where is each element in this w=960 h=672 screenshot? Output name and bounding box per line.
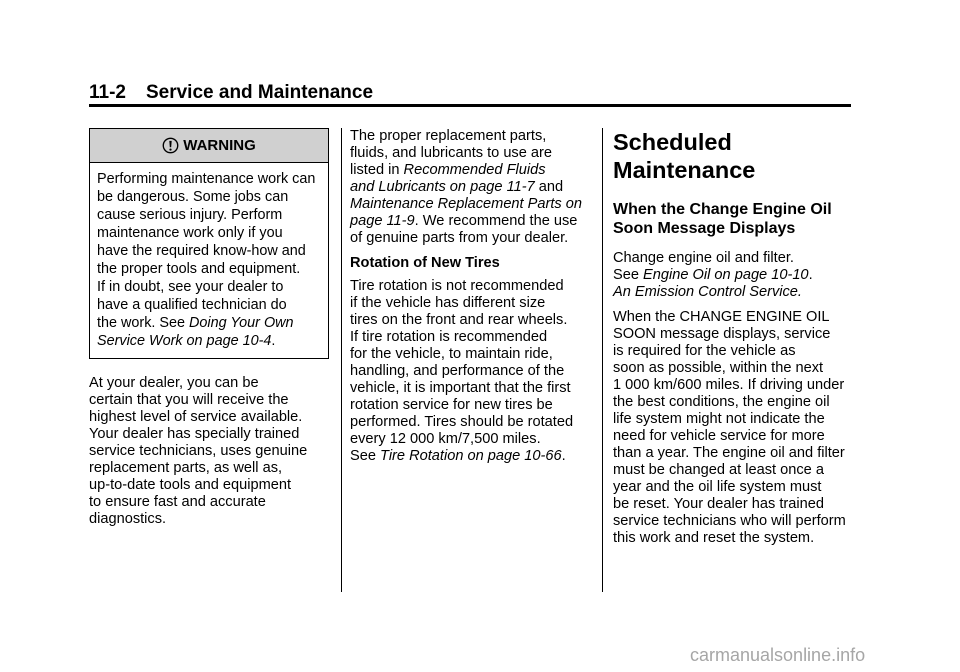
text-line: rotation service for new tires be xyxy=(350,397,553,413)
subheading-tire-rotation: Rotation of New Tires xyxy=(350,255,500,271)
text-line: soon as possible, within the next xyxy=(613,360,824,376)
cross-reference[interactable]: An Emission Control Service. xyxy=(613,284,802,300)
text-span: . We recommend the use xyxy=(414,213,578,229)
text-line: if the vehicle has different size xyxy=(350,295,546,311)
page-header xyxy=(89,80,851,104)
text-line xyxy=(350,213,590,230)
text-line: have the required know-how and xyxy=(97,243,306,259)
header-rule xyxy=(89,104,851,107)
warning-header xyxy=(90,129,328,163)
cross-reference[interactable]: and Lubricants on page 11-7 xyxy=(350,179,535,195)
text-line: every 12 000 km/7,500 miles. xyxy=(350,431,541,447)
text-line: diagnostics. xyxy=(89,511,167,527)
text-line: When the CHANGE ENGINE OIL xyxy=(613,309,830,325)
text-line: have a qualified technician do xyxy=(97,297,287,313)
text-span: . xyxy=(561,448,566,464)
column-divider-2 xyxy=(602,128,603,592)
text-line: the best conditions, the engine oil xyxy=(613,394,830,410)
page-number: 11-2 xyxy=(89,82,126,103)
text-line: life system might not indicate the xyxy=(613,411,825,427)
cross-reference[interactable]: Tire Rotation on page 10-66 xyxy=(380,448,562,464)
text-span: . xyxy=(808,267,813,283)
text-line xyxy=(613,284,858,301)
text-line: of genuine parts from your dealer. xyxy=(350,230,569,246)
subsection-heading xyxy=(613,200,858,238)
text-span: . xyxy=(271,333,276,349)
text-line: must be changed at least once a xyxy=(613,462,824,478)
text-line xyxy=(350,448,590,465)
text-line: If in doubt, see your dealer to xyxy=(97,279,284,295)
column-1 xyxy=(89,128,329,528)
text-line: SOON message displays, service xyxy=(613,326,831,342)
text-line xyxy=(97,314,323,332)
tire-rotation-paragraph xyxy=(350,278,590,465)
text-span: See xyxy=(350,448,381,464)
text-line: At your dealer, you can be xyxy=(89,375,259,391)
heading-line: Soon Message Displays xyxy=(613,220,796,237)
text-line xyxy=(350,179,590,196)
text-line: for the vehicle, to maintain ride, xyxy=(350,346,553,362)
text-line: up-to-date tools and equipment xyxy=(89,477,292,493)
warning-label: WARNING xyxy=(183,137,256,154)
heading-line: Maintenance xyxy=(613,157,756,183)
text-line xyxy=(350,162,590,179)
text-span: listed in xyxy=(350,162,404,178)
text-line: year and the oil life system must xyxy=(613,479,822,495)
cross-reference[interactable]: Engine Oil on page 10-10 xyxy=(643,267,809,283)
text-line: service technicians who will perform xyxy=(613,513,846,529)
column-3 xyxy=(613,128,858,547)
text-line: Your dealer has specially trained xyxy=(89,426,300,442)
text-line: than a year. The engine oil and filter xyxy=(613,445,845,461)
heading-line: When the Change Engine Oil xyxy=(613,201,832,218)
section-title: Service and Maintenance xyxy=(145,82,374,103)
watermark: carmanualsonline.info xyxy=(690,645,866,665)
cross-reference[interactable]: Doing Your Own xyxy=(189,315,294,331)
text-line: the proper tools and equipment. xyxy=(97,261,301,277)
text-line: cause serious injury. Perform xyxy=(97,207,283,223)
text-line: maintenance work only if you xyxy=(97,225,283,241)
text-line xyxy=(97,332,323,350)
text-line: fluids, and lubricants to use are xyxy=(350,145,552,161)
text-line: be dangerous. Some jobs can xyxy=(97,189,289,205)
text-line: Performing maintenance work can xyxy=(97,171,316,187)
change-oil-paragraph xyxy=(613,250,858,301)
oil-message-paragraph xyxy=(613,309,858,547)
warning-box xyxy=(89,128,329,359)
text-line xyxy=(613,267,858,284)
text-line: handling, and performance of the xyxy=(350,363,565,379)
text-line: be reset. Your dealer has trained xyxy=(613,496,824,512)
text-line: Tire rotation is not recommended xyxy=(350,278,564,294)
text-line: is required for the vehicle as xyxy=(613,343,796,359)
cross-reference[interactable]: Maintenance Replacement Parts on xyxy=(350,196,583,212)
text-line: Change engine oil and filter. xyxy=(613,250,794,266)
text-line: to ensure fast and accurate xyxy=(89,494,266,510)
text-line: certain that you will receive the xyxy=(89,392,289,408)
text-line: service technicians, uses genuine xyxy=(89,443,308,459)
text-span: and xyxy=(534,179,564,195)
text-line: 1 000 km/600 miles. If driving under xyxy=(613,377,845,393)
text-span: the work. See xyxy=(97,315,189,331)
cross-reference[interactable]: page 11-9 xyxy=(350,213,415,229)
text-line: highest level of service available. xyxy=(89,409,303,425)
heading-line: Scheduled xyxy=(613,129,732,155)
warning-text xyxy=(90,163,328,358)
dealer-paragraph xyxy=(89,375,329,528)
text-line: vehicle, it is important that the first xyxy=(350,380,571,396)
text-line: tires on the front and rear wheels. xyxy=(350,312,568,328)
text-line: replacement parts, as well as, xyxy=(89,460,283,476)
text-line: this work and reset the system. xyxy=(613,530,815,546)
text-line xyxy=(350,196,590,213)
text-line: If tire rotation is recommended xyxy=(350,329,548,345)
text-line: performed. Tires should be rotated xyxy=(350,414,574,430)
warning-icon xyxy=(162,137,179,154)
column-divider-1 xyxy=(341,128,342,592)
cross-reference[interactable]: Recommended Fluids xyxy=(403,162,546,178)
replacement-parts-paragraph xyxy=(350,128,590,247)
text-line: The proper replacement parts, xyxy=(350,128,547,144)
cross-reference[interactable]: Service Work on page 10-4 xyxy=(97,333,272,349)
text-line: need for vehicle service for more xyxy=(613,428,825,444)
section-heading xyxy=(613,128,858,184)
text-span: See xyxy=(613,267,644,283)
column-2 xyxy=(350,128,590,465)
